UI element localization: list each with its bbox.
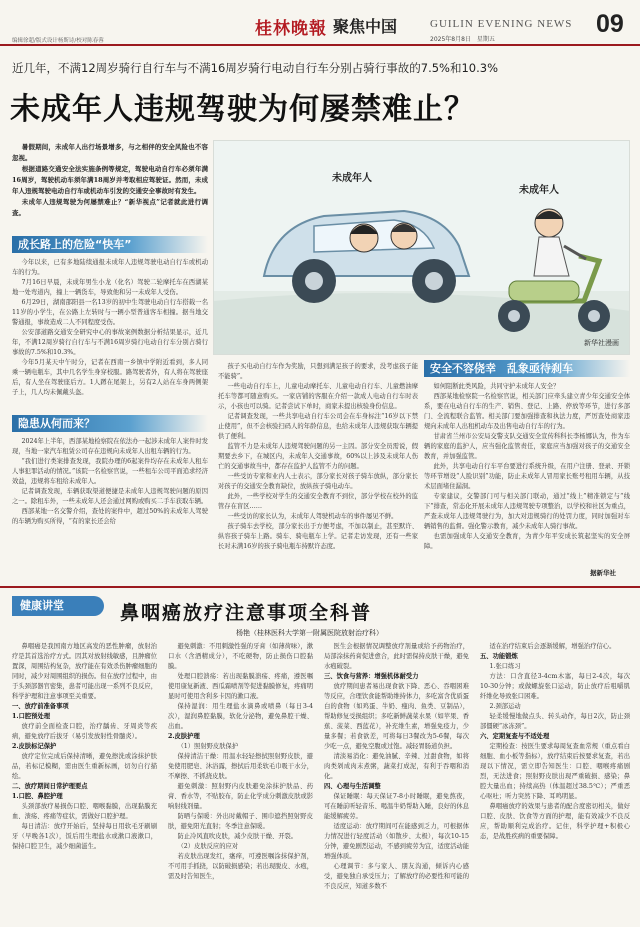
health-subheading: 2.皮肤护理 [168, 733, 200, 740]
masthead [0, 0, 640, 46]
lead-paragraph: 暑假期间，未成年人出行场景增多，与之相伴的安全风险也不容忽视。 [12, 143, 208, 162]
health-subheading: 三、饮食与营养：增强机体耐受力 [324, 673, 419, 680]
section-title: 聚焦中国 [333, 17, 398, 36]
paragraph: 7月16日早晨，未成年男生小龙（化名）驾驶二轮摩托车在西湖某地一处弯道内，撞上一辆货车，导致他和另一未成年人受伤。 [12, 279, 208, 296]
health-subheading: 1.口腔、鼻腔护理 [12, 793, 63, 800]
paragraph: 避免刺激：不用刺激性强的牙膏（如薄荷味），漱口水（含酒精成分），不吃硬物，防止损伤口腔黏膜。 [168, 643, 313, 670]
paragraph: 6月29日，湖南邵阳县一名13岁的初中生驾驶电动自行车搭载一名11岁的小学生，在公路上左转时与一辆小型普通客车相撞。据当地交警通报，事故造成二人不同程度受伤。 [12, 299, 208, 326]
paragraph: 避免刺激：照射野内皮肤避免涂抹护肤品、药膏、香水等，不贴胶布，防止化学成分刺激皮肤或影响射线剂量。 [168, 783, 313, 810]
english-title: GUILIN EVENING NEWS [430, 18, 573, 30]
paragraph: 孩子买电动自行车作为奖励，只想到满足孩子的要求，没考虑孩子能不能骑”。 [218, 363, 418, 380]
health-tag: 健康讲堂 [12, 596, 104, 616]
paragraph: 也需加强成年人交通安全教育，为青少年平安成长筑起坚实的安全屏障。 [424, 533, 630, 550]
health-column [480, 642, 630, 922]
paragraph: 2.颈部运动 [489, 703, 521, 710]
cartoon-label-right: 未成年人 [519, 185, 559, 196]
paragraph: 专家建议，交警部门可与相关部门联动，通过“线上”精准锁定与“线下”排查，常态化开展未成年人违规驾驶专项整治，以学校和社区为重点，严查未成年人违规驾驶行为，加大对违规骑行的处罚力度，同时加强对车辆销售的监督。强化警示教育，减少未成年人骑行事故。 [424, 493, 630, 530]
lead-paragraph: 根据道路交通安全法实施条例等规定，驾驶电动自行车必须年满16周岁，驾驶机动车须年满18周岁并考取相应驾驶证。然而，未成年人违规驾驶电动自行车或机动车引发的交通安全事故时有发生。 [12, 165, 208, 195]
paragraph: 保证睡眠：每天保证7-8小时睡眠，避免熬夜，可在睡前听轻音乐、喝温牛奶帮助入睡，良好的休息能缓解疲劳。 [324, 793, 469, 820]
editors-line: 编辑徐超/版式设计杨斯诗/校对陈春蓉 [12, 38, 104, 44]
paragraph: 每日清洁：放疗开始后，坚持每日用软毛牙刷刷牙（早晚各1次），饭后用生理盐水或漱口液漱口，保持口腔卫生，减少细菌滋生。 [12, 823, 157, 850]
paragraph: 放疗期间患者易出现食欲下降、恶心、吞咽困难等反应，合理饮食能帮助维持体力，多吃富含优质蛋白的食物（如鸡蛋、牛奶、瘦肉、鱼类、豆制品），帮助修复受损组织；多吃新鲜蔬菜水果（如苹果、香蕉、菠菜、西蓝花），补充维生素，增强免疫力，少量多餐；若食欲差，可将每日3餐改为5-6餐，每次少吃一点，避免空腹或过饱。减轻胃肠道负担。 [324, 683, 469, 750]
paragraph: 如何阻断此类风险，共同守护未成年人安全？ [433, 383, 560, 390]
paragraph: “我们进行类案排查发现，我院办理的6起案件均存在未成年人租车人事犯罪活动的情况。”该院一名检察官说，一些租车公司平面追求经济效益，违规将车租给未成年人。 [12, 458, 208, 485]
section-heading: 安全不容侥幸 乱象亟待刹车 [424, 360, 630, 377]
health-column [12, 642, 157, 922]
paragraph: 此外，一些学校对学生的交通安全教育不到位，部分学校在校外的监管存在盲区…… [218, 493, 418, 510]
paragraph: 孩子骑车去学校，部分家长出于方便考虑，不加以制止，甚至默许、纵容孩子骑车上路。骑车、骑电瓶车上学。记者走访发现，还有一些家长对未满16岁的孩子骑电瓶车持默许态度。 [218, 523, 418, 550]
paragraph: 适度运动：放疗期间可在能感到乏力，可根据体力情况进行轻度活动（如散步、太极），每次10-15分钟，避免剧烈运动，不感到疲劳为宜，适度活动能增强体质。 [324, 823, 469, 860]
paragraph: （2）皮肤反应的应对 [177, 843, 239, 850]
article-column [424, 382, 630, 570]
paragraph: 一些受访的家长认为，未成年人驾驶机动车的事件屡见不鲜。 [227, 513, 398, 520]
paragraph: 处理口腔溃疡：若出现黏膜溃疡、疼痛，遵医嘱使用康复新液、西瓜霜喷剂等促进黏膜修复，疼痛明显时可使用含利多卡因的漱口液。 [168, 673, 313, 700]
article-column [12, 258, 208, 408]
paragraph: 西部某地检察院一名检察官说，相关部门应牵头建立青少年交通安全体系，要在电动自行车的生产、销售、登记、上路、停放等环节，进行多部门、全流程联合监管。相关部门要加强排查和执法力度，严厉查处商家违规向未成年人出租机动车及出售电动自行车的行为。 [424, 393, 630, 430]
health-column [168, 642, 313, 922]
health-subheading: 2.皮肤标记保护 [12, 743, 57, 750]
paragraph: （1）照射野皮肤保护 [177, 743, 239, 750]
paragraph: 保持湿润：用生理盐水滴鼻或喷鼻（每日3-4次），湿润鼻腔黏膜，软化分泌物，避免鼻腔干燥、出血。 [168, 703, 313, 730]
paragraph: 心理调节：多与家人、朋友沟通，倾诉内心感受，避免独自承受压力；了解放疗的必要性和可能的不良反应，知道多数不 [324, 863, 469, 890]
paragraph: 轻柔缓慢地做点头、转头动作，每日2次，防止颈部僵硬“冰冻颈”。 [480, 713, 630, 730]
health-subheading: 四、心理与生活调整 [324, 783, 381, 790]
health-subheading: 一、放疗前准备事项 [12, 703, 69, 710]
paragraph: 头颈部放疗易损伤口腔、咽喉黏膜，出现黏膜充血、溃疡、疼痛等症状，需做好口腔护理。 [12, 803, 157, 820]
paragraph: 定期检查：按医生要求每周复查血常规（重点看白细胞、血小板等指标），放疗结束后按要求复查，若出现以下情况，需立即告知医生：口腔、咽喉疼痛剧烈，无法进食；照射野皮肤出现严重破损、感染；鼻腔大量出血；持续高热（体温超过38.5℃）；严重恶心呕吐；听力突然下降、耳鸣明显。 [480, 743, 630, 800]
section-heading: 隐患从何而来？ [12, 415, 208, 432]
paragraph: 今年以来，已有多地陆续通报未成年人违规驾驶电动自行车或机动车的行为。 [12, 259, 208, 276]
health-subheading: 1.口腔预处理 [12, 713, 51, 720]
health-column [324, 642, 469, 922]
health-title: 鼻咽癌放疗注意事项全科普 [120, 602, 373, 624]
cartoon-illustration [213, 140, 630, 355]
section-divider [0, 586, 640, 588]
cartoon-credit: 新华社漫画 [584, 339, 619, 347]
paragraph: 医生会根据情况调整放疗剂量或给予药物治疗，局部涂抹药膏促进愈合，此时需保持皮肤干燥，避免水疱破裂。 [324, 643, 469, 670]
health-subheading: 五、功能锻炼 [480, 653, 518, 660]
page-number: 09 [596, 10, 624, 38]
paragraph: 适在治疗结束后会逐渐缓解，增强治疗信心。 [489, 643, 616, 650]
paragraph: 一些受访专家和业内人士表示，部分家长对孩子骑车放纵，部分家长对孩子的交通安全教育缺位，放纵孩子骑电动车。 [218, 473, 418, 490]
lead-paragraph: 未成年人违规驾驶为何屡禁难止？“新华视点”记者就此进行调查。 [12, 198, 208, 217]
paragraph: 放疗前全面检查口腔，治疗龋齿、牙周炎等疾病，避免放疗后拔牙（易引发放射性骨髓炎）。 [12, 723, 157, 740]
issue-date: 2025年8月8日 星期五 [430, 36, 495, 43]
paragraph: 若皮肤出现发红，瘙痒，可遵医嘱涂抹保护剂，不可用手抓挠，以防破损感染；若出现脱皮、水疱，需及时告知医生， [168, 853, 313, 880]
paragraph: 保持清洁干燥：用温水轻轻擦拭照射野皮肤，避免使用肥皂、沐浴露，擦拭后用柔软毛巾吸干水分，不摩擦、不抓挠皮肤。 [168, 753, 313, 780]
paragraph: 一些电动自行车上，儿童电动摩托车、儿童电动自行车、儿童燃油摩托车等都可随意购买。一家店铺的客服在介绍一款成人电动自行车时表示，小孩也可以骑。记者尝试下单时，商家未提出核验身份信息。 [218, 383, 418, 410]
paragraph: 记者调查发现，车辆获取渠道便捷是未成年人违规驾驶问题的原因之一。除租车外，一些未成年人还会通过网购或购买二手车获取车辆。 [12, 488, 208, 505]
paragraph: 今年5月某天中午时分，记者在西南一乡镇中学附近看到，多人同乘一辆电瓶车，其中几名学生身穿校服。路驾驶者外，有人将在驾驶座后，有人坐在驾驶座后方。1人蹲在尾架上，另有2人站在车身两侧架子上，几人均未佩戴头盔。 [12, 359, 208, 396]
cartoon-label-left: 未成年人 [332, 173, 372, 184]
paragraph: 记者调查发现，一些共享电动自行车公司会在车身标注“16岁以下禁止使用”，但不会核验扫码人的年龄信息，也给未成年人违规获取车辆提供了便利。 [218, 413, 418, 440]
health-subheading: 二、放疗期间日常护理要点 [12, 783, 88, 790]
health-subheading: 六、定期复查与不适处理 [480, 733, 550, 740]
paragraph: 防止冷风直吹皮肤，减少皮肤干燥、开裂。 [177, 833, 298, 840]
article-headline: 未成年人违规驾驶为何屡禁难止？ [10, 92, 475, 127]
paragraph: 西部某地一名交警介绍，查处的案件中，超过50%的未成年人驾驶的车辆为购买所得，“有的家长还会给 [12, 508, 208, 525]
paragraph: 甘肃省兰州市公安局交警支队交通安全宣传科科长李杨娜认为，作为车辆的家庭的监护人，应当强化监管责任，家庭应当加强对孩子的交通安全教育，并加强监管。 [424, 433, 630, 460]
article-lead [12, 142, 208, 230]
paragraph: 2024年上半年，西部某地检察院在依法办一起涉未成年人案件时发现，当地一家汽车租赁公司存在违规向未成年人出租车辆的行为。 [12, 438, 208, 455]
paragraph: 防晒与保暖：外出时戴帽子、围巾遮挡照射野皮肤，避免阳光直射；冬季注意保暖。 [168, 813, 313, 830]
paragraph: 鼻咽癌是我国南方地区高发的恶性肿瘤，放射治疗是其首选治疗方式。因其对放射线敏感，且肿瘤位置深，周围结构复杂，放疗能在有效杀伤肿瘤细胞的同时，减少对周围组织的损伤。但在放疗过程中，由于头颈部器官密集，患者可能出现一系列不良反应，科学护理和注意事项至关重要。 [12, 643, 157, 700]
paragraph: 方法：口含直径3-4cm木塞，每日2-4次，每次10-30分钟；或做螺旋张口运动，防止放疗后咀嚼肌纤维化导致张口困难。 [480, 673, 630, 700]
article-byline: 据新华社 [590, 569, 616, 577]
health-author: 杨艳（桂林医科大学第一附属医院放射治疗科） [236, 629, 383, 637]
cartoon-drawing [214, 141, 630, 355]
paragraph: 1.张口练习 [489, 663, 521, 670]
paragraph: 放疗定位完成后保持清晰，避免擦洗或涂抹护肤品，若标记模糊，需由医生重新标画，切勿自行描绘。 [12, 753, 157, 780]
paragraph: 监管不力是未成年人违规驾驶问题的另一主因。部分安全员需说，假期要去乡下，在城区内，未成年人交通事故，60%以上涉及未成年人伤亡的交通事故当中，都存在监护人监管不力的问题。 [218, 443, 418, 470]
paragraph: 清淡易消化：避免油腻、辛辣、过甜食物，如将肉类剁成肉末煮粥，蔬菜打成泥，有利于吞咽和消化。 [324, 753, 469, 780]
paragraph: 鼻咽癌放疗的效果与患者的配合度密切相关，做好口腔、皮肤、饮食等方面的护理，能有效减少不良反应，帮助顺利完成治疗。记住，科学护理+积极心态，是战胜疾病的重要保障。 [480, 803, 630, 840]
section-heading: 成长路上的危险“快车” [12, 236, 208, 253]
newspaper-logo: 桂林晚報 [255, 19, 327, 39]
paragraph: 此外，共享电动自行车平台要进行系统升级，在用户注册、登录、开锁等环节增设“人脸识别”功能，防止未成年人冒用家长账号租用车辆，从技术层面堵住漏洞。 [424, 463, 630, 490]
paragraph: 公安部道路交通安全研究中心的事故案例数据分析结果显示，近几年，不满12周岁骑行自行车与不满16周岁骑行电动自行车分别占骑行事故的7.5%和10.3%。 [12, 329, 208, 356]
article-column [12, 437, 208, 577]
article-column [218, 362, 418, 577]
article-subhead: 近几年，不满12周岁骑行自行车与不满16周岁骑行电动自行车分别占骑行事故的7.5%和10.3% [12, 61, 499, 75]
